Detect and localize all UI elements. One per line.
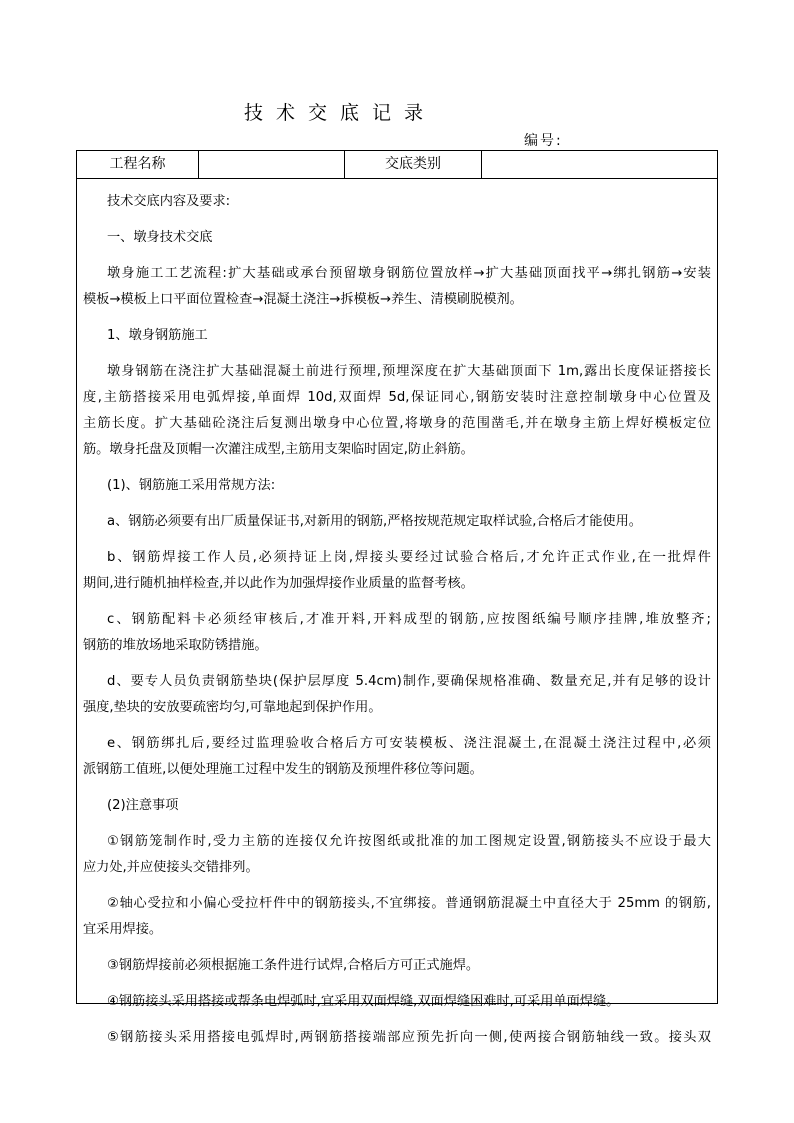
content-line: 期间,进行随机抽样检查,并以此作为加强焊接作业质量的监督考核。	[83, 576, 474, 591]
content-line: 墩身施工工艺流程:扩大基础或承台预留墩身钢筋位置放样→扩大基础顶面找平→绑扎钢筋→安装	[107, 266, 711, 281]
table-header-row	[77, 151, 717, 179]
project-name-label: 工程名称	[109, 156, 166, 172]
content-line: 派钢筋工值班,以便处理施工过程中发生的钢筋及预埋件移位等问题。	[83, 762, 483, 777]
document-title: 技术交底记录	[243, 102, 436, 124]
category-label: 交底类别	[385, 156, 441, 172]
content-line: 应力处,并应使接头交错排列。	[83, 860, 259, 875]
content-line: ②轴心受拉和小偏心受拉杆件中的钢筋接头,不宜绑接。普通钢筋混凝土中直径大于 25mm 的钢筋,	[107, 896, 711, 911]
content-line: b、钢筋焊接工作人员,必须持证上岗,焊接头要经过试验合格后,才允许正式作业,在一批焊件	[107, 550, 711, 565]
content-line: 强度,垫块的安放要疏密均匀,可靠地起到保护作用。	[83, 700, 382, 715]
content-line: ④钢筋接头采用搭接或帮条电焊弧时,宜采用双面焊缝,双面焊缝困难时,可采用单面焊缝。	[107, 994, 620, 1009]
content-line: 度,主筋搭接采用电弧焊接,单面焊 10d,双面焊 5d,保证同心,钢筋安装时注意控制墩身中心位置及	[83, 390, 711, 405]
content-line: a、钢筋必须要有出厂质量保证书,对新用的钢筋,严格按规范规定取样试验,合格后才能使用。	[107, 514, 642, 529]
content-line: 1、墩身钢筋施工	[107, 328, 208, 343]
content-line: 筋。墩身托盘及顶帽一次灌注成型,主筋用支架临时固定,防止斜筋。	[83, 442, 474, 457]
content-line: 模板→模板上口平面位置检查→混凝土浇注→拆模板→养生、清模刷脱模剂。	[83, 292, 523, 307]
disclosure-content	[83, 189, 711, 1051]
content-line: c、钢筋配料卡必须经审核后,才准开料,开料成型的钢筋,应按图纸编号顺序挂牌,堆放整齐;	[107, 612, 711, 627]
content-line: 钢筋的堆放场地采取防锈措施。	[83, 638, 268, 653]
content-line: ③钢筋焊接前必须根据施工条件进行试焊,合格后方可正式施焊。	[107, 958, 480, 973]
content-line: 宜采用焊接。	[83, 922, 163, 937]
content-line: 主筋长度。扩大基础砼浇注后复测出墩身中心位置,将墩身的范围凿毛,并在墩身主筋上焊好模板定位	[83, 416, 711, 431]
content-line: (1)、钢筋施工采用常规方法:	[107, 478, 276, 493]
content-line: 一、墩身技术交底	[107, 230, 213, 245]
content-line: e、钢筋绑扎后,要经过监理验收合格后方可安装模板、浇注混凝土,在混凝土浇注过程中,必须	[107, 736, 711, 751]
content-line: 技术交底内容及要求:	[107, 194, 231, 209]
serial-number-label: 编号:	[524, 133, 563, 149]
content-line: (2)注意事项	[107, 798, 179, 813]
content-line: 墩身钢筋在浇注扩大基础混凝土前进行预埋,预埋深度在扩大基础顶面下 1m,露出长度保证搭接长	[107, 364, 711, 379]
content-line: d、要专人员负责钢筋垫块(保护层厚度 5.4cm)制作,要确保规格准确、数量充足,并有足够的设计	[107, 674, 711, 689]
disclosure-table	[76, 150, 718, 1045]
content-line: ①钢筋笼制作时,受力主筋的连接仅允许按图纸或批准的加工图规定设置,钢筋接头不应设于最大	[107, 834, 711, 849]
category-value[interactable]	[482, 151, 717, 178]
project-name-value[interactable]	[199, 151, 344, 178]
content-line: ⑤钢筋接头采用搭接电弧焊时,两钢筋搭接端部应预先折向一侧,使两接合钢筋轴线一致。接头双	[107, 1030, 711, 1045]
